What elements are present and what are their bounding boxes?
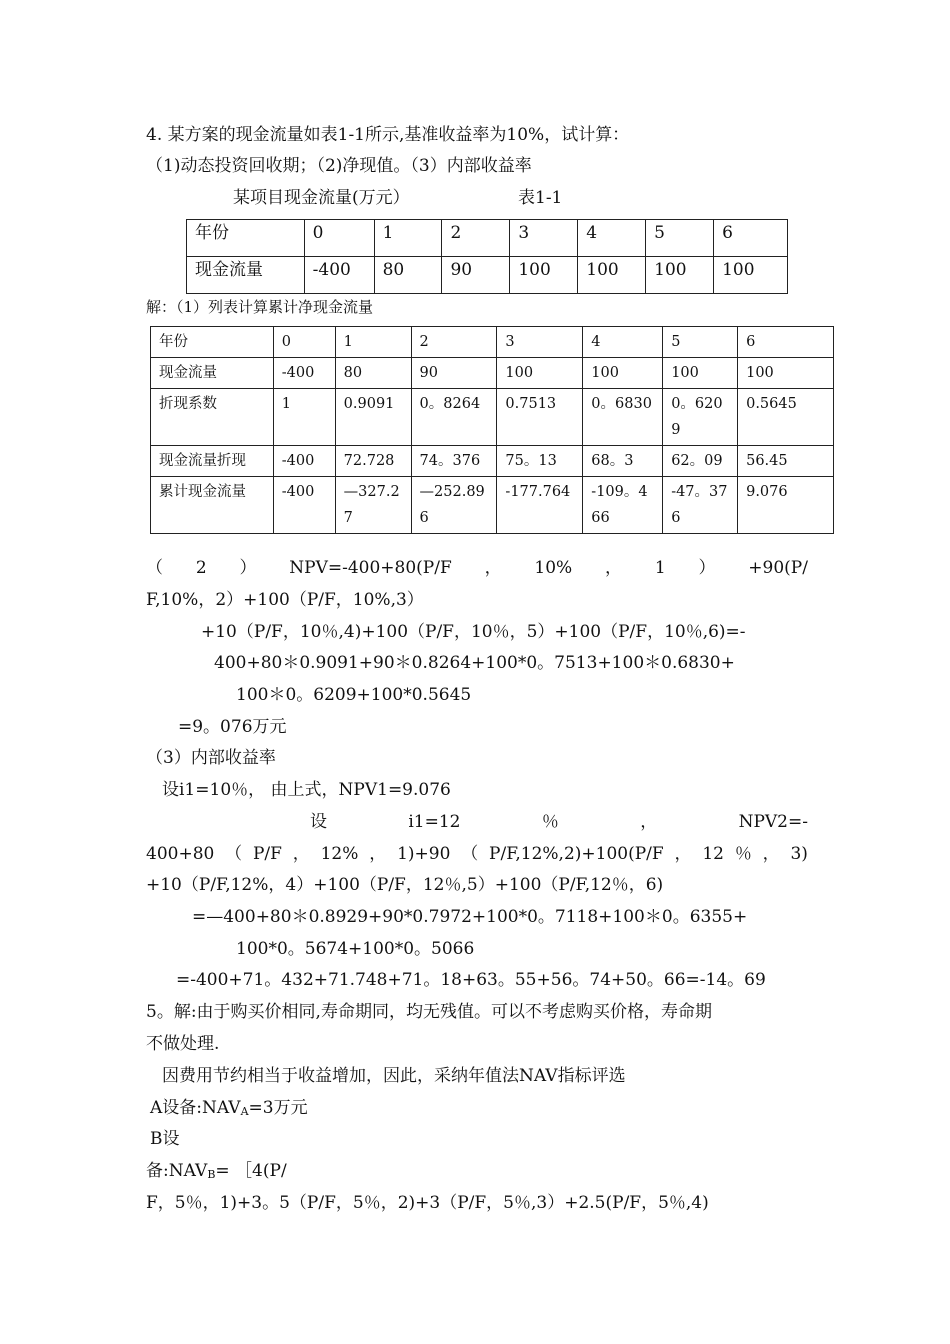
problem-4-title: 4. 某方案的现金流量如表1-1所示,基准收益率为10%，试计算： [146,125,630,145]
subscript: B [207,1168,216,1181]
npv-result: =9。076万元 [178,717,287,737]
table-cell: -400 [273,358,335,389]
table-cell: 62。09 [663,446,738,477]
table-cell: -400 [273,446,335,477]
text-fragment: ， [674,844,692,864]
table-cell: 年份 [151,327,274,358]
table-cell: 90 [442,257,510,294]
text-fragment: 2 [195,558,207,578]
table-cell: 累计现金流量 [151,477,274,534]
table-cell: 100 [663,358,738,389]
table-cell: 0 [273,327,335,358]
text-fragment: 400+80 [146,844,215,864]
table-cell: —327.27 [335,477,411,534]
table-cell: 年份 [187,220,305,257]
text-fragment: +90(P/ [748,558,808,578]
table-cell: 1 [273,389,335,446]
table-cell: 0。8264 [411,389,497,446]
text-fragment: 10% [534,558,573,578]
table-cell: -177.764 [497,477,583,534]
table-cell: 100 [738,358,834,389]
table-cell: 2 [442,220,510,257]
table-cell: 6 [738,327,834,358]
irr-result: =-400+71。432+71.748+71。18+63。55+56。74+50。66=-14。69 [176,970,766,990]
npv-formula-line-2: F,10%，2）+100（P/F，10%,3） [146,590,424,610]
text-fragment: ） [698,558,716,578]
table-cell: 100 [497,358,583,389]
equipment-b-formula: F，5％，1)+3。5（P/F，5％，2)+3（P/F，5％,3）+2.5(P/F，5％,4) [146,1193,709,1213]
table-cell: 5 [663,327,738,358]
table-cell: 4 [583,327,663,358]
solution-step-1: 解：（1）列表计算累计净现金流量 [146,298,374,316]
text-fragment: 备:NAV [146,1161,208,1181]
subscript: A [240,1105,249,1118]
irr-title: （3）内部收益率 [146,748,276,768]
irr-line-2 [310,811,808,833]
text-fragment: 1)+90 [397,844,451,864]
table-number: 表1-1 [518,188,563,208]
table-cell: 2 [411,327,497,358]
text-fragment: =3万元 [248,1098,308,1118]
text-fragment: ， [484,558,502,578]
npv-formula-line-4: 400+80＊0.9091+90＊0.8264+100*0。7513+100＊0.6830+ [214,653,735,673]
text-fragment: ， [640,812,658,832]
text-fragment: A设备:NAV [150,1098,241,1118]
table-cell: -400 [273,477,335,534]
table-cell: 0。6830 [583,389,663,446]
text-fragment: 3) [790,844,808,864]
irr-line-3 [146,843,808,865]
irr-line-6: 100*0。5674+100*0。5066 [236,939,475,959]
text-fragment: ， [605,558,622,578]
table-cell: 90 [411,358,497,389]
table-cell: 现金流量 [187,257,305,294]
table-cell: 4 [578,220,646,257]
table-cell: 0.7513 [497,389,583,446]
table-cell: 0 [304,220,374,257]
table-cell: 5 [646,220,714,257]
table-cell: -400 [304,257,374,294]
text-fragment: ％ [541,812,559,832]
discounted-cash-flow-table [150,326,834,534]
table-cell: 3 [510,220,578,257]
npv-formula-line-5: 100＊0。6209+100*0.5645 [236,685,472,705]
irr-line-5: =—400+80＊0.8929+90*0.7972+100*0。7118+100＊0。6355+ [192,907,748,927]
text-fragment: ， [292,844,310,864]
text-fragment: 12% [320,844,359,864]
text-fragment: 1 [654,558,666,578]
table-cell: 100 [583,358,663,389]
table-cell: 3 [497,327,583,358]
problem-5-line-1: 5。解:由于购买价相同,寿命期同，均无残值。可以不考虑购买价格，寿命期 [146,1002,712,1022]
text-fragment: ， [762,844,780,864]
table-cell: -109。466 [583,477,663,534]
table-row [151,389,834,446]
cash-flow-table [186,219,788,294]
table-cell: 现金流量 [151,358,274,389]
table-cell: 74。376 [411,446,497,477]
text-fragment: P/F,12%,2)+100(P/F [489,844,664,864]
table-cell: 75。13 [497,446,583,477]
table-cell: 100 [578,257,646,294]
equipment-a-nav [150,1097,308,1123]
table-cell: 80 [374,257,442,294]
equipment-b-label: B设 [150,1129,180,1149]
irr-line-1: 设i1=10％， 由上式，NPV1=9.076 [162,780,451,800]
table-cell: 现金流量折现 [151,446,274,477]
text-fragment: ， [369,844,387,864]
npv-formula-line-3: +10（P/F，10％,4)+100（P/F，10％，5）+100（P/F，10％,6)=- [201,622,746,642]
table-row [151,358,834,389]
table-cell: 56.45 [738,446,834,477]
table-cell: 6 [714,220,788,257]
text-fragment: NPV=-400+80(P/F [289,558,452,578]
text-fragment: ％ [734,844,752,864]
irr-line-4: +10（P/F,12%，4）+100（P/F，12％,5）+100（P/F,12％，6) [146,875,664,895]
table-cell: 100 [510,257,578,294]
table-cell: 0.9091 [335,389,411,446]
table-cell: 1 [335,327,411,358]
table-cell: 100 [714,257,788,294]
table-caption: 某项目现金流量(万元） [233,188,410,208]
table-cell: 100 [646,257,714,294]
table-cell: 1 [374,220,442,257]
table-row [151,327,834,358]
text-fragment: = ［4(P/ [215,1161,287,1181]
table-row [187,220,788,257]
equipment-b-nav [146,1160,287,1186]
table-row [151,477,834,534]
text-fragment: NPV2=- [738,812,808,832]
text-fragment: （ [225,844,243,864]
table-cell: 9.076 [738,477,834,534]
table-row [187,257,788,294]
table-cell: —252.896 [411,477,497,534]
table-cell: 折现系数 [151,389,274,446]
table-row [151,446,834,477]
table-cell: 72.728 [335,446,411,477]
text-fragment: ） [239,558,257,578]
table-cell: -47。376 [663,477,738,534]
text-fragment: i1=12 [408,812,461,832]
text-fragment: 12 [702,844,724,864]
table-cell: 0。6209 [663,389,738,446]
table-cell: 80 [335,358,411,389]
text-fragment: P/F [252,844,282,864]
problem-5-line-2: 不做处理. [146,1034,220,1054]
problem-5-line-3: 因费用节约相当于收益增加，因此，采纳年值法NAV指标评选 [162,1066,626,1086]
text-fragment: 设 [310,812,327,832]
problem-4-tasks: （1)动态投资回收期；（2)净现值。（3）内部收益率 [146,156,532,176]
text-fragment: （ [146,558,163,578]
table-cell: 68。3 [583,446,663,477]
table-cell: 0.5645 [738,389,834,446]
text-fragment: （ [461,844,479,864]
npv-formula-line-1 [146,557,808,579]
